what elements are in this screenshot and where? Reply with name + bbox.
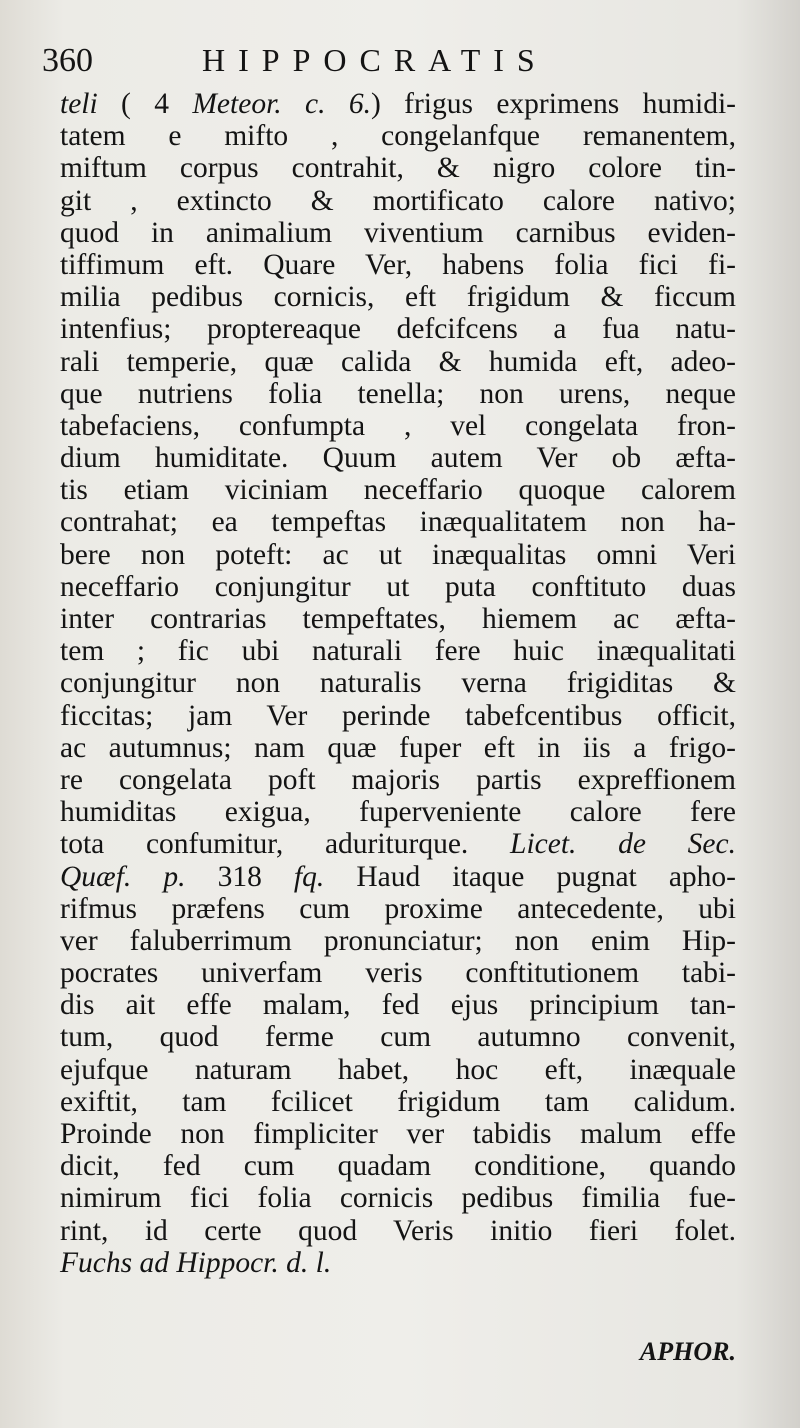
text-line: tis etiam viciniam neceffario quoque calorem (60, 474, 736, 507)
text-line: ac autumnus; nam quæ fuper eft in iis a frigo- (60, 731, 736, 764)
text-line: tatem e mifto , congelanfque remanentem, (60, 120, 736, 153)
text-line: miftum corpus contrahit, & nigro colore tin- (60, 152, 736, 185)
text-line: rint, id certe quod Veris initio fieri folet. (60, 1214, 736, 1247)
text-line: teli ( 4 Meteor. c. 6.) frigus exprimens humidi- (60, 88, 736, 120)
text-line: ficcitas; jam Ver perinde tabefcentibus officit, (60, 699, 736, 732)
text-line: dicit, fed cum quadam conditione, quando (60, 1150, 736, 1183)
text-line: que nutriens folia tenella; non urens, neque (60, 377, 736, 410)
text-line: milia pedibus cornicis, eft frigidum & ficcum (60, 281, 736, 314)
text-line: dium humiditate. Quum autem Ver ob æfta- (60, 442, 736, 475)
text-line: re congelata poft majoris partis expreffionem (60, 763, 736, 796)
text-line: dis ait effe malam, fed ejus principium tan- (60, 989, 736, 1022)
text-line: tum, quod ferme cum autumno convenit, (60, 1021, 736, 1054)
text-line: Proinde non fimpliciter ver tabidis malum effe (60, 1118, 736, 1150)
text-line: bere non poteft: ac ut inæqualitas omni Veri (60, 538, 736, 571)
text-line: contrahat; ea tempeftas inæqualitatem non ha- (60, 506, 736, 539)
text-line: Fuchs ad Hippocr. d. l. (60, 1246, 332, 1279)
text-line: intenfius; proptereaque defcifcens a fua natu- (60, 313, 736, 346)
text-line: tem ; fic ubi naturali fere huic inæqualitati (60, 635, 736, 668)
text-line: humiditas exigua, fuperveniente calore fere (60, 796, 736, 829)
text-line: rali temperie, quæ calida & humida eft, adeo- (60, 345, 736, 378)
text-line: git , extincto & mortificato calore nativo; (60, 184, 736, 217)
text-line: rifmus præfens cum proxime antecedente, ubi (60, 892, 736, 925)
running-title: HIPPOCRATIS (202, 42, 548, 78)
running-head (42, 40, 760, 86)
text-line: exiftit, tam fcilicet frigidum tam calidum. (60, 1085, 736, 1118)
text-line: ver faluberrimum pronunciatur; non enim Hip- (60, 924, 736, 957)
text-line: inter contrarias tempeftates, hiemem ac æfta- (60, 603, 736, 635)
text-line: pocrates univerfam veris conftitutionem tabi- (60, 957, 736, 990)
body-text (60, 88, 736, 1279)
catchword: APHOR. (639, 1337, 736, 1366)
text-line: ejufque naturam habet, hoc eft, inæquale (60, 1053, 736, 1086)
text-line: quod in animalium viventium carnibus eviden- (60, 216, 736, 249)
text-line: conjungitur non naturalis verna frigiditas & (60, 667, 736, 700)
text-line: tota confumitur, aduriturque. Licet. de Sec. (60, 828, 736, 861)
text-line: nimirum fici folia cornicis pedibus fimilia fue- (60, 1182, 736, 1215)
text-line: Quæf. p. 318 fq. Haud itaque pugnat apho- (60, 860, 736, 893)
page-number: 360 (42, 42, 93, 79)
text-line: tabefaciens, confumpta , vel congelata fron- (60, 409, 736, 442)
text-line: tiffimum eft. Quare Ver, habens folia fici fi- (60, 248, 736, 281)
text-line: neceffario conjungitur ut puta conftituto duas (60, 570, 736, 603)
